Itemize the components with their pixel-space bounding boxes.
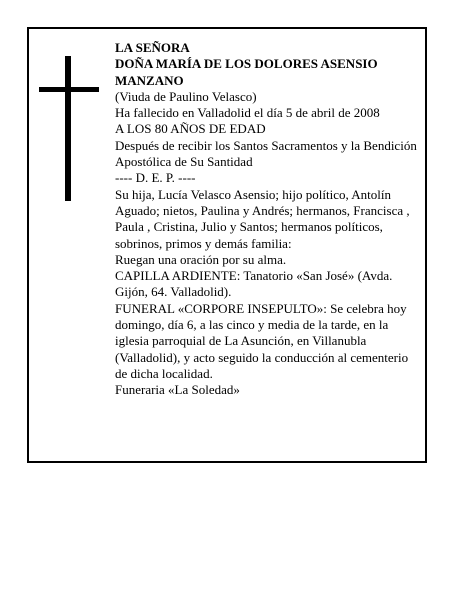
death-info: Ha fallecido en Valladolid el día 5 de abril de 2008	[115, 105, 380, 121]
cross-vertical-bar	[65, 56, 71, 201]
widow-of: (Viuda de Paulino Velasco)	[115, 88, 257, 104]
cross-icon	[39, 56, 99, 201]
notice-header: LA SEÑORA	[115, 40, 190, 55]
funeral-home: Funeraria «La Soledad»	[115, 382, 240, 398]
obituary-notice	[27, 27, 427, 463]
sacraments-text: Después de recibir los Santos Sacramentos y la Bendición Apostólica de Su Santidad	[115, 137, 417, 170]
notice-text	[115, 40, 423, 399]
funeral-info: FUNERAL «CORPORE INSEPULTO»: Se celebra hoy domingo, día 6, a las cinco y media de la tarde, en la iglesia parroquial de La Asunción, en Villanubla (Valladolid), y acto seguido la conducción al cementerio de dicha localidad.	[115, 300, 409, 381]
prayer-request: Ruegan una oración por su alma.	[115, 251, 287, 267]
cross-horizontal-bar	[39, 87, 99, 92]
chapel-info: CAPILLA ARDIENTE: Tanatorio «San José» (Avda. Gijón, 64. Valladolid).	[115, 268, 393, 300]
age-at-death: A LOS 80 AÑOS DE EDAD	[115, 121, 266, 137]
family-list: Su hija, Lucía Velasco Asensio; hijo político, Antolín Aguado; nietos, Paulina y Andrés; hermanos, Francisca , Paula , Cristina, Julio y Santos; hermanos políticos, sobrinos, primos y demás familia:	[115, 186, 410, 251]
rip-line: ---- D. E. P. ----	[115, 170, 196, 186]
deceased-name: DOÑA MARÍA DE LOS DOLORES ASENSIO MANZANO	[115, 56, 378, 88]
